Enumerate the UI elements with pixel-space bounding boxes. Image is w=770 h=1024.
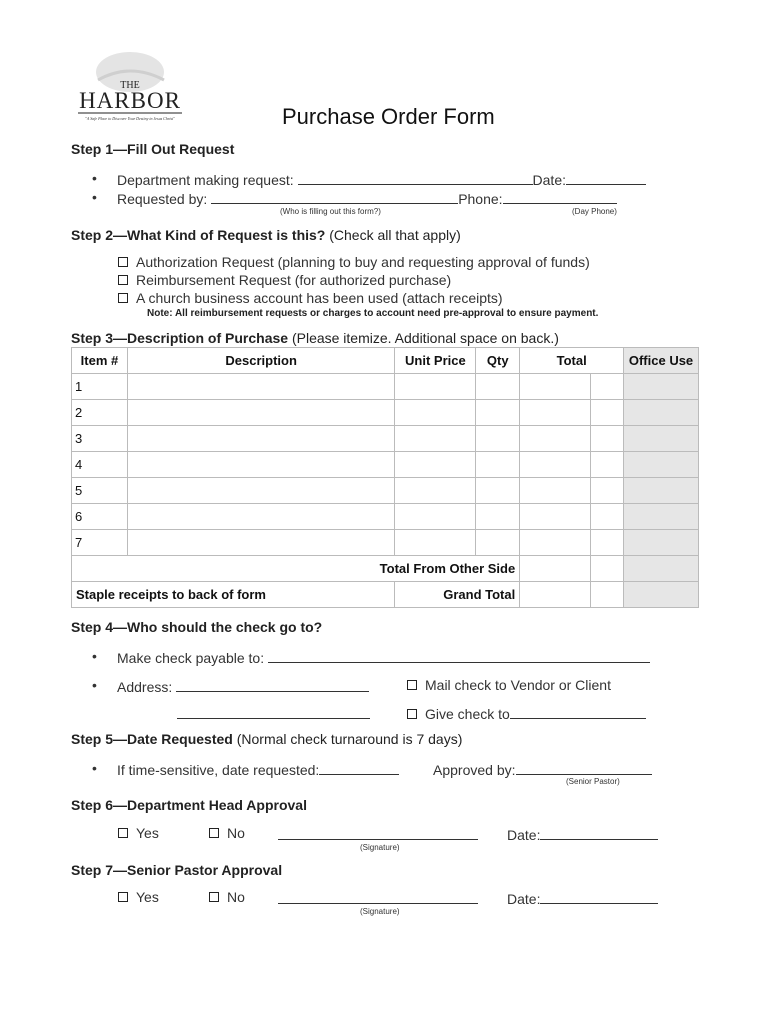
step7-no-label: No (227, 889, 245, 905)
give-check-field[interactable] (510, 704, 646, 719)
step5-heading: Step 5—Date Requested (71, 731, 233, 747)
grand-total-row (72, 582, 699, 608)
phone-label: Phone: (458, 191, 503, 207)
give-check-checkbox[interactable] (407, 709, 417, 719)
staple-note: Staple receipts to back of form (72, 582, 395, 608)
step7-date-label: Date: (507, 891, 541, 907)
step3-heading-note: (Please itemize. Additional space on back.) (291, 330, 559, 346)
step6-date-label: Date: (507, 827, 541, 843)
approved-by-field[interactable] (516, 760, 652, 775)
give-check-label: Give check to (425, 706, 510, 722)
logo-the: THE (120, 80, 140, 91)
row-number: 1 (72, 374, 128, 400)
step2-heading-note: (Check all that apply) (329, 227, 461, 243)
step7-heading: Step 7—Senior Pastor Approval (71, 862, 283, 878)
mail-check-checkbox[interactable] (407, 680, 417, 690)
col-qty: Qty (476, 348, 520, 374)
col-office-use: Office Use (624, 348, 699, 374)
harbor-logo (70, 50, 190, 125)
mail-check-label: Mail check to Vendor or Client (425, 677, 611, 693)
step7-signature-field[interactable] (278, 889, 478, 904)
address-field-1[interactable] (176, 677, 369, 692)
col-description: Description (127, 348, 395, 374)
row-number: 6 (72, 504, 128, 530)
total-other-side-label: Total From Other Side (72, 556, 520, 582)
col-unit-price: Unit Price (395, 348, 476, 374)
step7-yes-label: Yes (136, 889, 159, 905)
step2-heading: Step 2—What Kind of Request is this? (71, 227, 326, 243)
step6-yes-label: Yes (136, 825, 159, 841)
logo-tagline: "A Safe Place to Discover Your Destiny in Jesus Christ" (85, 116, 175, 121)
step2-note: Note: All reimbursement requests or charges to account need pre-approval to ensure payment. (147, 308, 599, 319)
row-number: 2 (72, 400, 128, 426)
row-number: 7 (72, 530, 128, 556)
authorization-checkbox[interactable] (118, 257, 128, 267)
step1-heading: Step 1—Fill Out Request (71, 141, 235, 157)
bullet: • (92, 189, 97, 205)
bullet: • (92, 677, 97, 693)
logo-harbor: HARBOR (79, 88, 181, 113)
bullet: • (92, 760, 97, 776)
table-row (72, 478, 699, 504)
step5-heading-note: (Normal check turnaround is 7 days) (236, 731, 463, 747)
dept-field[interactable] (298, 170, 533, 185)
col-total: Total (520, 348, 624, 374)
date-label: Date: (532, 172, 566, 188)
step6-heading: Step 6—Department Head Approval (71, 797, 307, 813)
option-authorization: Authorization Request (planning to buy and requesting approval of funds) (136, 254, 590, 270)
approved-by-label: Approved by: (433, 762, 516, 778)
step6-no-label: No (227, 825, 245, 841)
address-field-2[interactable] (177, 704, 370, 719)
grand-total-label: Grand Total (395, 582, 520, 608)
table-row (72, 530, 699, 556)
table-row (72, 374, 699, 400)
step6-no-checkbox[interactable] (209, 828, 219, 838)
row-number: 3 (72, 426, 128, 452)
step6-date-field[interactable] (540, 825, 658, 840)
step7-no-checkbox[interactable] (209, 892, 219, 902)
step6-yes-checkbox[interactable] (118, 828, 128, 838)
table-row (72, 426, 699, 452)
table-row (72, 452, 699, 478)
approved-hint: (Senior Pastor) (566, 777, 620, 786)
step7-date-field[interactable] (540, 889, 658, 904)
requested-hint: (Who is filling out this form?) (280, 207, 381, 216)
time-sensitive-label: If time-sensitive, date requested: (117, 762, 320, 778)
date-field[interactable] (566, 170, 646, 185)
page-title: Purchase Order Form (282, 104, 495, 129)
dept-label: Department making request: (117, 172, 294, 188)
row-number: 4 (72, 452, 128, 478)
payable-field[interactable] (268, 648, 650, 663)
reimbursement-checkbox[interactable] (118, 275, 128, 285)
step7-yes-checkbox[interactable] (118, 892, 128, 902)
bullet: • (92, 648, 97, 664)
step3-heading: Step 3—Description of Purchase (71, 330, 289, 346)
option-reimbursement: Reimbursement Request (for authorized purchase) (136, 272, 452, 288)
requested-by-label: Requested by: (117, 191, 208, 207)
address-label: Address: (117, 679, 173, 695)
table-header-row (72, 348, 699, 374)
table-row (72, 504, 699, 530)
step6-signature-hint: (Signature) (360, 843, 400, 852)
phone-hint: (Day Phone) (572, 207, 617, 216)
business-account-checkbox[interactable] (118, 293, 128, 303)
step4-heading: Step 4—Who should the check go to? (71, 619, 323, 635)
option-business-account: A church business account has been used (attach receipts) (136, 290, 503, 306)
bullet: • (92, 170, 97, 186)
time-sensitive-field[interactable] (319, 760, 399, 775)
payable-label: Make check payable to: (117, 650, 265, 666)
items-table (71, 347, 699, 608)
requested-by-field[interactable] (211, 189, 458, 204)
total-other-side-row (72, 556, 699, 582)
table-row (72, 400, 699, 426)
col-item: Item # (72, 348, 128, 374)
row-number: 5 (72, 478, 128, 504)
step6-signature-field[interactable] (278, 825, 478, 840)
phone-field[interactable] (503, 189, 617, 204)
step7-signature-hint: (Signature) (360, 907, 400, 916)
